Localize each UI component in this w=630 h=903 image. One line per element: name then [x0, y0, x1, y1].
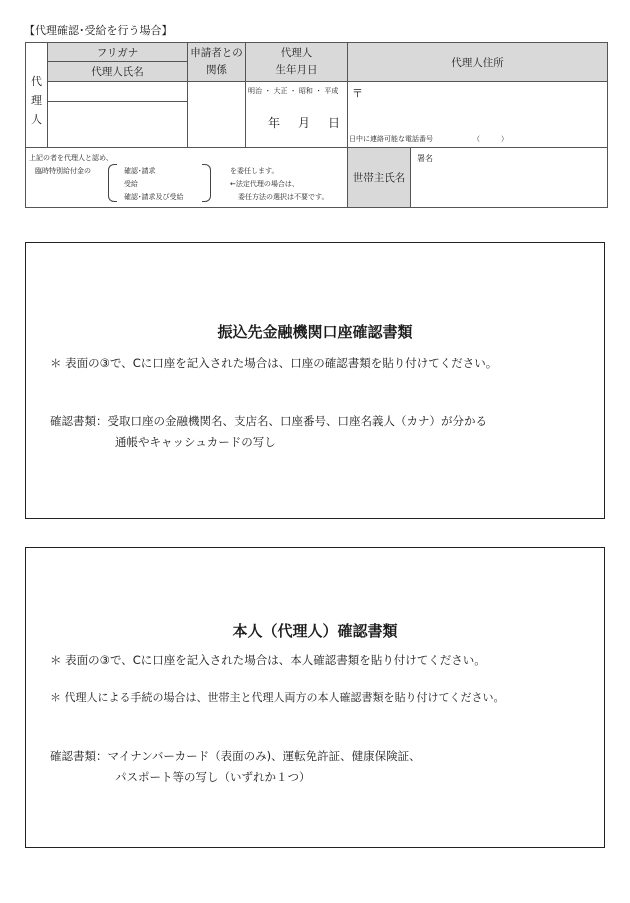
- relation-header: 申請者との関係: [188, 43, 246, 82]
- bank-docs-title: 振込先金融機関口座確認書類: [217, 323, 413, 341]
- agent-table: [25, 42, 608, 208]
- address-field[interactable]: [348, 82, 608, 148]
- option-confirm-request[interactable]: 確認･請求: [124, 167, 156, 175]
- relation-field[interactable]: [188, 82, 246, 148]
- era-options: 明治 ・ 大正 ・ 昭和 ・ 平成: [248, 87, 339, 95]
- right-bracket: [202, 164, 211, 202]
- id-docs-list-2: パスポート等の写し（いずれか１つ）: [115, 770, 311, 784]
- birthdate-header: 代理人 生年月日: [246, 43, 348, 82]
- consent-line-1: 上記の者を代理人と認め、: [29, 154, 113, 162]
- householder-header: 世帯主氏名: [348, 148, 411, 208]
- id-docs-title: 本人（代理人）確認書類: [232, 622, 398, 640]
- phone-label: 日中に連絡可能な電話番号 （ ）: [349, 135, 508, 143]
- delegate-text: を委任します。: [230, 167, 279, 175]
- section-header: 【代理確認･受給を行う場合】: [24, 24, 173, 37]
- name-header: 代理人氏名: [48, 62, 188, 82]
- bank-docs-box: [25, 242, 605, 519]
- postal-mark: 〒: [352, 87, 363, 100]
- bank-docs-note: ＊ 表面の③で、Cに口座を記入された場合は、口座の確認書類を貼り付けてください。: [50, 356, 498, 370]
- furigana-header: フリガナ: [48, 43, 188, 62]
- signature-field[interactable]: [411, 148, 608, 208]
- id-docs-box: [25, 547, 605, 848]
- option-receive[interactable]: 受給: [124, 180, 138, 188]
- agent-row-label: 代理人: [26, 43, 48, 148]
- ymd-label: 年 月 日: [267, 116, 343, 130]
- signature-label: 署名: [417, 154, 433, 163]
- furigana-field[interactable]: [48, 82, 188, 102]
- address-header: 代理人住所: [348, 43, 608, 82]
- consent-cell: [26, 148, 348, 208]
- id-docs-note-2: ＊ 代理人による手続の場合は、世帯主と代理人両方の本人確認書類を貼り付けてください。: [50, 691, 505, 704]
- left-bracket: [108, 164, 117, 202]
- bank-docs-list-1: 確認書類：受取口座の金融機関名、支店名、口座番号、口座名義人（カナ）が分かる: [50, 414, 487, 428]
- consent-line-2: 臨時特別給付金の: [35, 167, 91, 175]
- id-docs-note-1: ＊ 表面の③で、Cに口座を記入された場合は、本人確認書類を貼り付けてください。: [50, 653, 486, 667]
- id-docs-list-1: 確認書類：マイナンバーカード（表面のみ)、運転免許証、健康保険証、: [50, 749, 421, 763]
- legal-note-2: 委任方法の選択は不要です。: [238, 193, 329, 201]
- option-both[interactable]: 確認･請求及び受給: [124, 193, 184, 201]
- name-field[interactable]: [48, 102, 188, 148]
- bank-docs-list-2: 通帳やキャッシュカードの写し: [115, 435, 276, 449]
- birthdate-field[interactable]: [246, 82, 348, 148]
- legal-note-1: ←法定代理の場合は、: [230, 180, 299, 188]
